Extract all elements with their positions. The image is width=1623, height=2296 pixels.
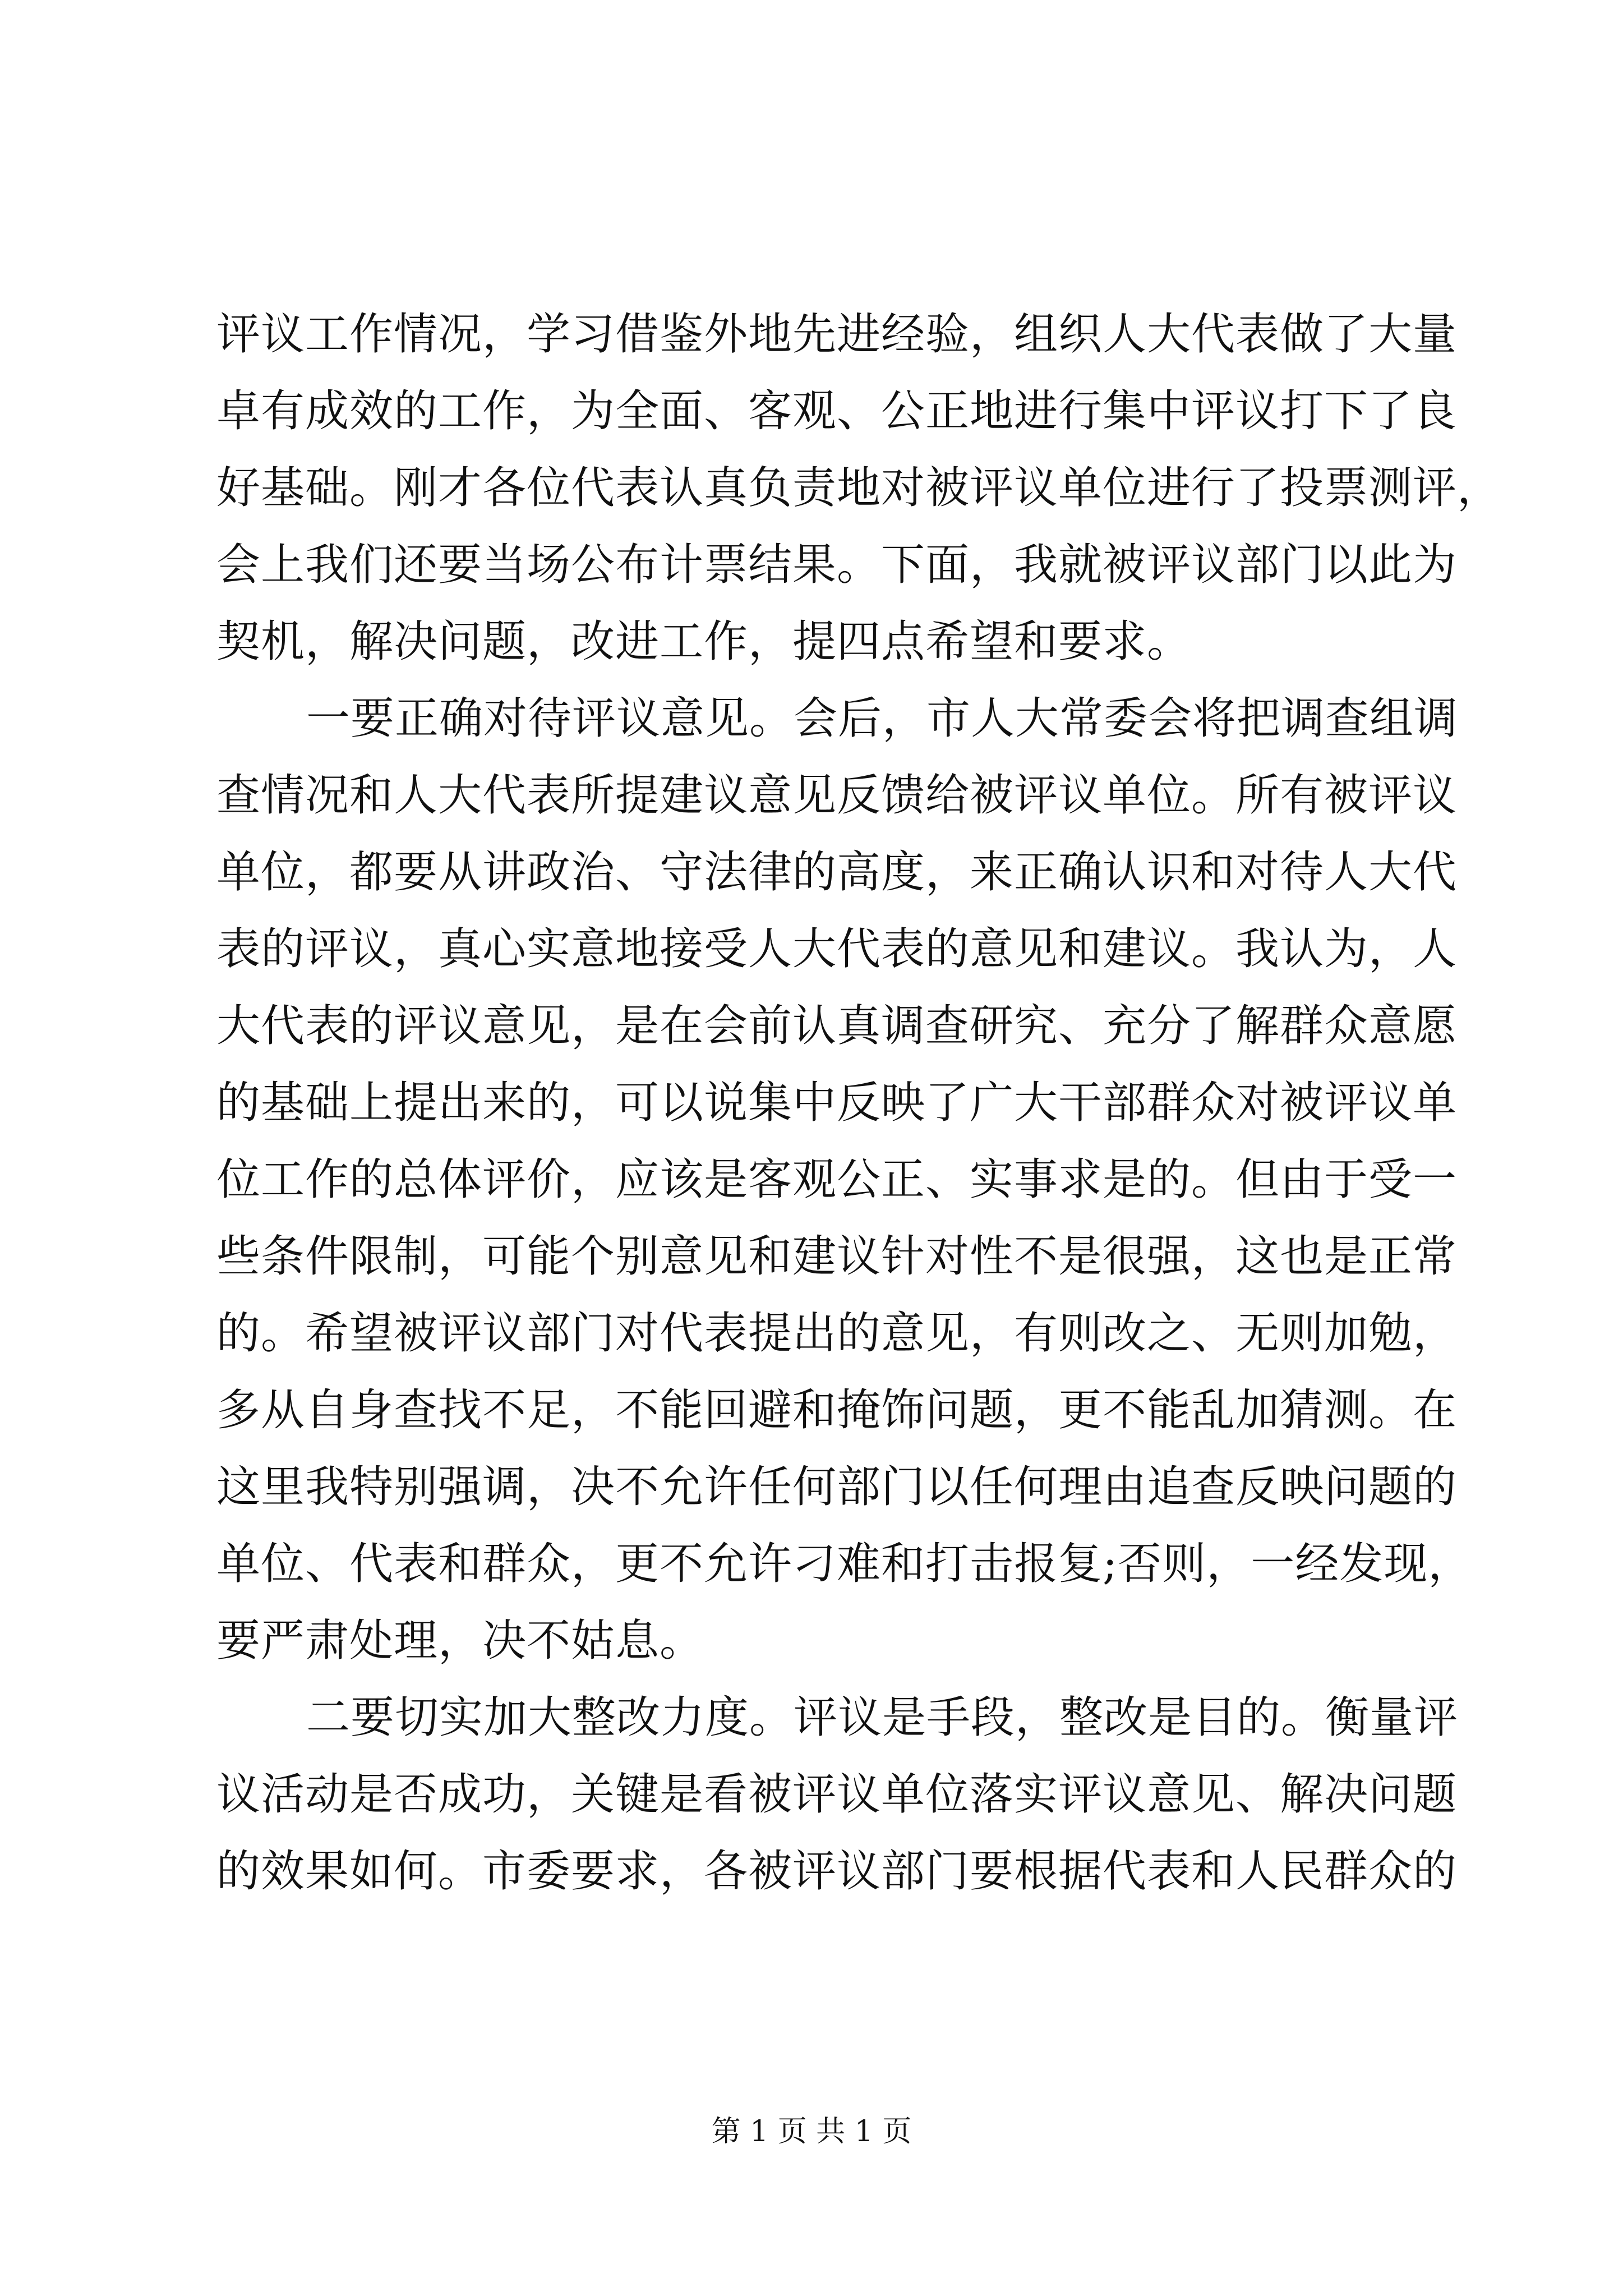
text-line: 这里我特别强调，决不允许任何部门以任何理由追查反映问题的 <box>216 1462 1458 1512</box>
text-line: 表的评议，真心实意地接受人大代表的意见和建议。我认为，人 <box>216 924 1458 974</box>
text-line: 单位、代表和群众，更不允许刁难和打击报复;否则，一经发现， <box>216 1539 1473 1589</box>
text-line: 卓有成效的工作，为全面、客观、公正地进行集中评议打下了良 <box>216 386 1458 436</box>
text-line: 议活动是否成功，关键是看被评议单位落实评议意见、解决问题 <box>216 1769 1458 1820</box>
text-line: 契机，解决问题，改进工作，提四点希望和要求。 <box>216 616 1192 667</box>
text-line: 的效果如何。市委要求，各被评议部门要根据代表和人民群众的 <box>216 1846 1458 1897</box>
text-line: 些条件限制，可能个别意见和建议针对性不是很强，这也是正常 <box>216 1231 1458 1282</box>
text-line: 会上我们还要当场公布计票结果。下面，我就被评议部门以此为 <box>216 540 1458 590</box>
paragraph-start-line: 一要正确对待评议意见。会后，市人大常委会将把调查组调 <box>306 693 1459 744</box>
text-line: 好基础。刚才各位代表认真负责地对被评议单位进行了投票测评， <box>216 463 1502 513</box>
text-line: 查情况和人大代表所提建议意见反馈给被评议单位。所有被评议 <box>216 770 1458 821</box>
text-line: 多从自身查找不足，不能回避和掩饰问题，更不能乱加猜测。在 <box>216 1385 1458 1435</box>
text-line: 单位，都要从讲政治、守法律的高度，来正确认识和对待人大代 <box>216 847 1458 898</box>
text-line: 的基础上提出来的，可以说集中反映了广大干部群众对被评议单 <box>216 1078 1458 1128</box>
page-footer: 第 1 页 共 1 页 <box>711 2115 912 2148</box>
text-line: 的。希望被评议部门对代表提出的意见，有则改之、无则加勉， <box>216 1308 1458 1359</box>
text-line: 评议工作情况，学习借鉴外地先进经验，组织人大代表做了大量 <box>216 309 1458 360</box>
text-line: 位工作的总体评价，应该是客观公正、实事求是的。但由于受一 <box>216 1154 1458 1205</box>
paragraph-start-line: 二要切实加大整改力度。评议是手段，整改是目的。衡量评 <box>306 1692 1459 1743</box>
body-text <box>216 296 1502 1910</box>
text-line: 大代表的评议意见，是在会前认真调查研究、充分了解群众意愿 <box>216 1001 1458 1051</box>
text-line: 要严肃处理，决不姑息。 <box>216 1616 704 1666</box>
